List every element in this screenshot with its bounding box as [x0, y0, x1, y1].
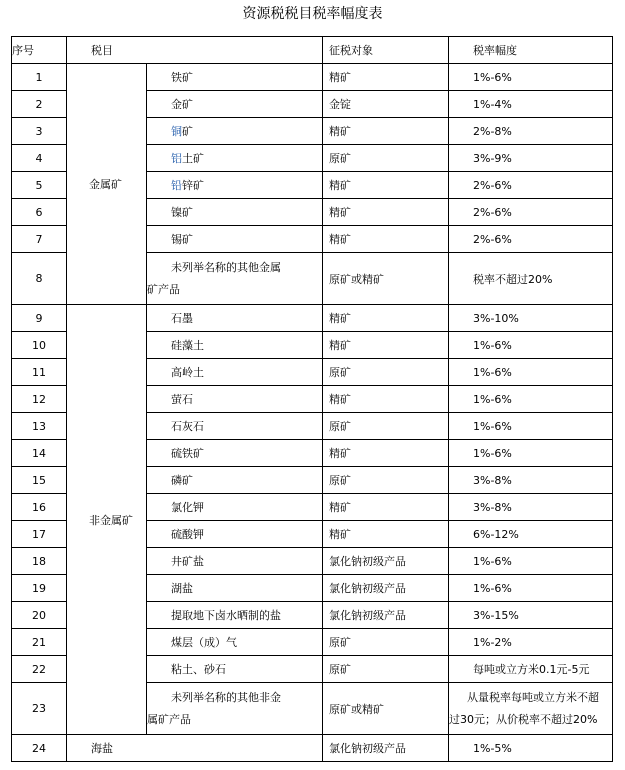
rate-cell: 1%-6%: [449, 440, 613, 467]
rate-cell: 1%-6%: [449, 575, 613, 602]
header-object: 征税对象: [323, 37, 449, 64]
rate-cell: 3%-10%: [449, 305, 613, 332]
object-cell: 原矿: [323, 467, 449, 494]
rate-cell: 3%-15%: [449, 602, 613, 629]
seq-cell: 3: [12, 118, 67, 145]
seq-cell: 16: [12, 494, 67, 521]
item-cell: 硫铁矿: [147, 440, 323, 467]
seq-cell: 5: [12, 172, 67, 199]
object-cell: 精矿: [323, 199, 449, 226]
object-cell: 原矿或精矿: [323, 683, 449, 735]
seq-cell: 8: [12, 253, 67, 305]
item-cell: 磷矿: [147, 467, 323, 494]
object-cell: 精矿: [323, 64, 449, 91]
table-row: [12, 735, 613, 762]
object-cell: 精矿: [323, 521, 449, 548]
seq-cell: 13: [12, 413, 67, 440]
object-cell: 精矿: [323, 226, 449, 253]
rate-cell: 2%-6%: [449, 199, 613, 226]
rate-cell: 2%-8%: [449, 118, 613, 145]
item-text: 土矿: [182, 152, 204, 165]
seq-cell: 23: [12, 683, 67, 735]
item-cell: [147, 172, 323, 199]
rate-cell: 税率不超过20%: [449, 253, 613, 305]
rate-cell: 3%-8%: [449, 494, 613, 521]
object-cell: 氯化钠初级产品: [323, 602, 449, 629]
rate-cell: 1%-6%: [449, 386, 613, 413]
rate-cell: 3%-9%: [449, 145, 613, 172]
highlight-link[interactable]: 铝: [171, 152, 182, 165]
group-metal: 金属矿: [67, 64, 147, 305]
seq-cell: 19: [12, 575, 67, 602]
item-cell: 井矿盐: [147, 548, 323, 575]
object-cell: 精矿: [323, 332, 449, 359]
item-cell: 石灰石: [147, 413, 323, 440]
seq-cell: 4: [12, 145, 67, 172]
item-text: 锌矿: [182, 179, 204, 192]
table-row: [12, 64, 613, 91]
item-cell: [147, 683, 323, 735]
seq-cell: 17: [12, 521, 67, 548]
rate-cell: [449, 683, 613, 735]
seq-cell: 1: [12, 64, 67, 91]
object-cell: 精矿: [323, 494, 449, 521]
item-cell: 氯化钾: [147, 494, 323, 521]
rate-cell: 1%-6%: [449, 548, 613, 575]
item-cell: 镍矿: [147, 199, 323, 226]
seq-cell: 6: [12, 199, 67, 226]
group-nonmetal: 非金属矿: [67, 305, 147, 735]
seq-cell: 7: [12, 226, 67, 253]
object-cell: 原矿: [323, 359, 449, 386]
item-cell: 湖盐: [147, 575, 323, 602]
rate-cell: 1%-4%: [449, 91, 613, 118]
item-cell: 硅藻土: [147, 332, 323, 359]
item-line-1: 未列举名称的其他非金: [171, 690, 281, 704]
table-row: [12, 305, 613, 332]
object-cell: 精矿: [323, 118, 449, 145]
item-cell: 海盐: [67, 735, 323, 762]
rate-cell: 1%-2%: [449, 629, 613, 656]
item-cell: [147, 253, 323, 305]
item-cell: 铁矿: [147, 64, 323, 91]
seq-cell: 10: [12, 332, 67, 359]
rate-cell: 1%-6%: [449, 64, 613, 91]
object-cell: 原矿: [323, 629, 449, 656]
highlight-link[interactable]: 铜: [171, 125, 182, 138]
item-cell: 提取地下卤水晒制的盐: [147, 602, 323, 629]
seq-cell: 9: [12, 305, 67, 332]
seq-cell: 12: [12, 386, 67, 413]
item-cell: 萤石: [147, 386, 323, 413]
seq-cell: 24: [12, 735, 67, 762]
item-cell: [147, 118, 323, 145]
object-cell: 金锭: [323, 91, 449, 118]
object-cell: 精矿: [323, 440, 449, 467]
item-cell: [147, 145, 323, 172]
rate-line-2: 过30元；从价税率不超过20%: [449, 712, 598, 726]
item-cell: 硫酸钾: [147, 521, 323, 548]
rate-cell: 1%-6%: [449, 332, 613, 359]
header-seq: 序号: [12, 37, 67, 64]
seq-cell: 21: [12, 629, 67, 656]
rate-cell: 2%-6%: [449, 226, 613, 253]
rate-cell: 1%-6%: [449, 359, 613, 386]
object-cell: 氯化钠初级产品: [323, 735, 449, 762]
object-cell: 原矿或精矿: [323, 253, 449, 305]
object-cell: 原矿: [323, 413, 449, 440]
item-line-2: 属矿产品: [147, 712, 191, 726]
object-cell: 氯化钠初级产品: [323, 548, 449, 575]
item-cell: 锡矿: [147, 226, 323, 253]
rate-cell: 1%-6%: [449, 413, 613, 440]
header-item: 税目: [67, 37, 323, 64]
rate-cell: 3%-8%: [449, 467, 613, 494]
header-rate: 税率幅度: [449, 37, 613, 64]
object-cell: 氯化钠初级产品: [323, 575, 449, 602]
seq-cell: 15: [12, 467, 67, 494]
rate-cell: 6%-12%: [449, 521, 613, 548]
seq-cell: 18: [12, 548, 67, 575]
item-cell: 金矿: [147, 91, 323, 118]
rate-line-1: 从量税率每吨或立方米不超: [467, 690, 599, 704]
seq-cell: 22: [12, 656, 67, 683]
table-title: 资源税税目税率幅度表: [242, 6, 383, 22]
object-cell: 原矿: [323, 656, 449, 683]
item-cell: 高岭土: [147, 359, 323, 386]
seq-cell: 20: [12, 602, 67, 629]
seq-cell: 14: [12, 440, 67, 467]
object-cell: 精矿: [323, 305, 449, 332]
seq-cell: 11: [12, 359, 67, 386]
tax-rate-table: [11, 36, 613, 762]
seq-cell: 2: [12, 91, 67, 118]
item-text: 矿: [182, 125, 193, 138]
object-cell: 精矿: [323, 172, 449, 199]
item-cell: 粘土、砂石: [147, 656, 323, 683]
table-header-row: [12, 37, 613, 64]
object-cell: 原矿: [323, 145, 449, 172]
item-line-1: 未列举名称的其他金属: [171, 260, 281, 274]
object-cell: 精矿: [323, 386, 449, 413]
rate-cell: 1%-5%: [449, 735, 613, 762]
rate-cell: 2%-6%: [449, 172, 613, 199]
item-line-2: 矿产品: [147, 282, 180, 296]
highlight-link[interactable]: 铅: [171, 179, 182, 192]
item-cell: 石墨: [147, 305, 323, 332]
item-cell: 煤层（成）气: [147, 629, 323, 656]
rate-cell: 每吨或立方米0.1元-5元: [449, 656, 613, 683]
